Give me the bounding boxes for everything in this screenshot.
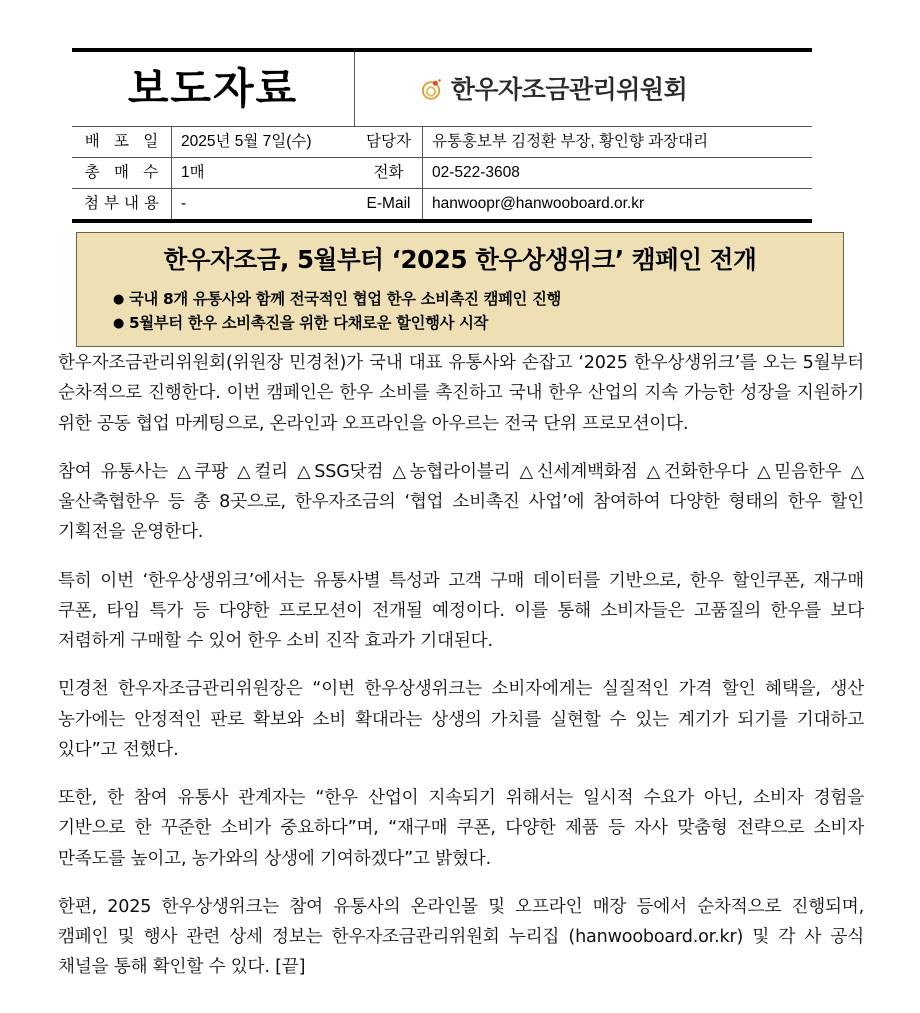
title-row [72,52,812,126]
body-paragraph: 참여 유통사는 △쿠팡 △컬리 △SSG닷컴 △농협라이블리 △신세계백화점 △건화한우다 △믿음한우 △울산축협한우 등 총 8곳으로, 한우자조금의 ‘협업 소비촉진 사업’에 참여하여 다양한 형태의 한우 할인 기획전을 운영한다. [58,461,864,543]
bullet-text: 국내 8개 유통사와 함께 전국적인 협업 한우 소비촉진 캠페인 진행 [129,289,562,308]
list-item [113,287,843,312]
body-paragraph: 민경천 한우자조금관리위원장은 “이번 한우상생위크는 소비자에게는 실질적인 가격 할인 혜택을, 생산 농가에는 안정적인 판로 확보와 소비 확대라는 상생의 가치를 실현할 수 있는 계기가 되기를 기대하고 있다”고 전했다. [58,679,864,760]
table-bottom-rule [72,219,812,223]
label-contact-person: 담당자 [355,127,423,157]
organization-logo-text: 한우자조금관리위원회 [450,74,688,104]
value-attachment: - [181,195,187,213]
body-paragraph: 또한, 한 참여 유통사 관계자는 “한우 산업이 지속되기 위해서는 일시적 수요가 아닌, 소비자 경험을 기반으로 한 꾸준한 소비가 중요하다”며, “재구매 쿠폰, 다양한 제품 등 자사 맞춤형 전략으로 소비자 만족도를 높이고, 농가와의 상생에 기여하겠다”고 밝혔다. [58,788,864,869]
value-total-pages: 1매 [181,164,205,182]
body-paragraph: 한우자조금관리위원회(위원장 민경천)가 국내 대표 유통사와 손잡고 ‘2025 한우상생위크’를 오는 5월부터 순차적으로 진행한다. 이번 캠페인은 한우 소비를 촉진하고 국내 한우 산업의 지속 가능한 성장을 지원하기 위한 공동 협업 마케팅으로, 온라인과 오프라인을 아우르는 전국 단위 프로모션이다. [58,353,864,434]
value-distribution-date: 2025년 5월 7일(수) [181,133,312,151]
body-paragraph: 특히 이번 ‘한우상생위크’에서는 유통사별 특성과 고객 구매 데이터를 기반으로, 한우 할인쿠폰, 재구매 쿠폰, 타임 특가 등 다양한 프로모션이 전개될 예정이다. 이를 통해 소비자들은 고품질의 한우를 보다 저렴하게 구매할 수 있어 한우 소비 진작 효과가 기대된다. [58,570,864,651]
page-title: 보도자료 [127,64,299,113]
label-total-pages: 총 매 수 [72,158,172,188]
value-phone: 02-522-3608 [432,164,520,182]
bullet-dot-icon: ● [113,291,125,307]
table-row [72,127,812,157]
value-email: hanwoopr@hanwooboard.or.kr [432,195,645,213]
organization-logo-cell [355,52,812,126]
table-row [72,189,812,219]
hanwoo-circle-icon [420,77,444,101]
header-table [72,48,812,223]
label-email: E-Mail [355,189,423,219]
body-paragraph: 한편, 2025 한우상생위크는 참여 유통사의 온라인몰 및 오프라인 매장 등에서 순차적으로 진행되며, 캠페인 및 행사 관련 상세 정보는 한우자조금관리위원회 누리집 (hanwooboard.or.kr) 및 각 사 공식 채널을 통해 확인할 수 있다. [끝] [58,896,864,978]
label-phone: 전화 [355,158,423,188]
list-item [113,311,843,336]
bullet-text: 5월부터 한우 소비촉진을 위한 다채로운 할인행사 시작 [129,314,489,333]
bullet-dot-icon: ● [113,316,125,332]
headline-box [76,232,844,347]
label-attachment: 첨부내용 [72,189,172,219]
value-contact-person: 유통홍보부 김정환 부장, 황인향 과장대리 [432,133,709,151]
headline-title: 한우자조금, 5월부터 ‘2025 한우상생위크’ 캠페인 전개 [163,245,757,274]
table-row [72,158,812,188]
logo-wrap [420,74,688,104]
document-title-cell [72,52,355,126]
headline-bullets [77,287,843,337]
label-distribution-date: 배 포 일 [72,127,172,157]
body-content [58,348,864,983]
